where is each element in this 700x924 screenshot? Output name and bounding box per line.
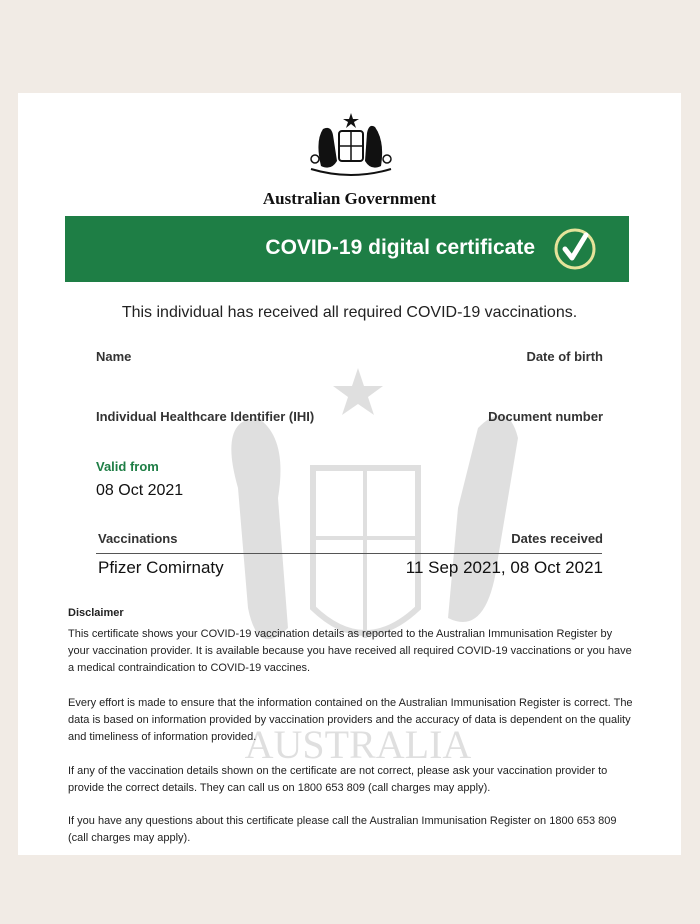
document-number-label: Document number [488, 409, 603, 424]
certificate-banner [65, 216, 629, 282]
name-label: Name [96, 349, 132, 364]
ihi-label: Individual Healthcare Identifier (IHI) [96, 409, 315, 424]
vaccination-status-message: This individual has received all required COVID-19 vaccinations. [121, 304, 578, 321]
disclaimer-paragraph: This certificate shows your COVID-19 vaccination details as reported to the Australian Immunisation Register by your vaccination provider. It is available because you have received all required COVID-19 vaccinations or you have a medical contraindication to COVID-19 vaccines. [68, 628, 632, 674]
disclaimer-heading: Disclaimer [68, 607, 124, 619]
table-divider [96, 553, 602, 554]
valid-from-label: Valid from [96, 459, 159, 474]
dates-received-header: Dates received [511, 531, 603, 546]
vaccine-dates: 11 Sep 2021, 08 Oct 2021 [405, 558, 603, 577]
disclaimer-paragraph: If you have any questions about this certificate please call the Australian Immunisation Register on 1800 653 809 (call charges may apply). [68, 815, 617, 844]
vaccinations-header: Vaccinations [98, 531, 178, 546]
disclaimer-paragraph: If any of the vaccination details shown on the certificate are not correct, please ask your vaccination provider to provide the correct details. They can call us on 1800 653 809 (call charges may apply). [68, 765, 608, 794]
agency-name: Australian Government [262, 189, 437, 208]
disclaimer-paragraph: Every effort is made to ensure that the information contained on the Australian Immunisation Register is correct. The data is based on information provided by vaccination providers and the accuracy of data is dependent on the quality and timeliness of information provided. [68, 697, 633, 743]
valid-from-value: 08 Oct 2021 [96, 482, 184, 499]
svg-text:AUSTRALIA: AUSTRALIA [244, 722, 472, 767]
date-of-birth-label: Date of birth [526, 349, 603, 364]
vaccine-name: Pfizer Comirnaty [98, 558, 224, 577]
certificate-title: COVID-19 digital certificate [265, 236, 535, 259]
coat-of-arms-icon [301, 111, 401, 181]
certificate-document [18, 93, 681, 855]
checkmark-icon [553, 227, 597, 271]
